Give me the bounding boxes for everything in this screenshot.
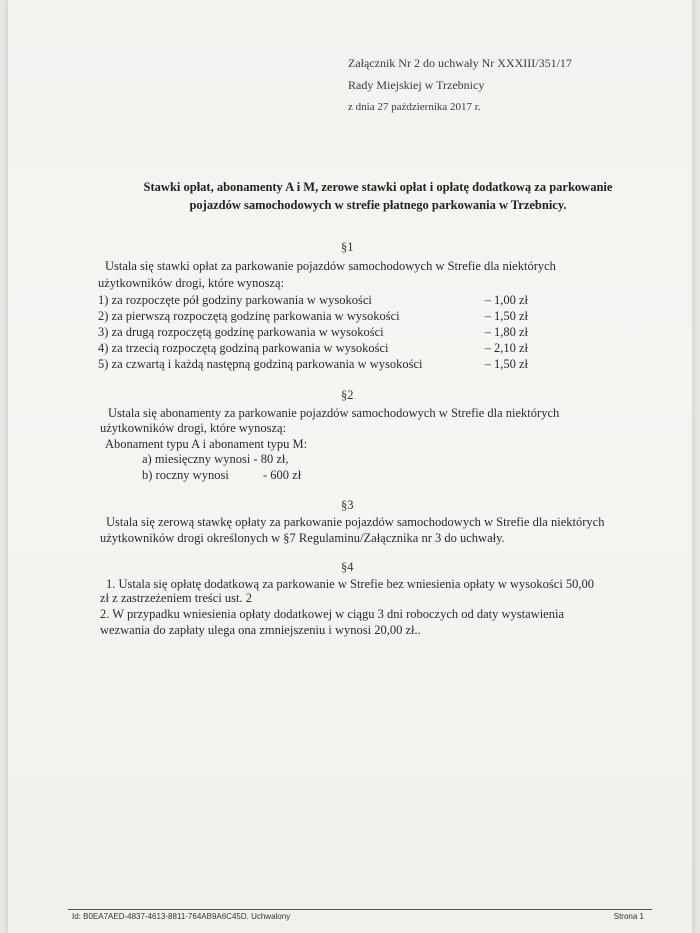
section-4-p2-line-2: wezwania do zapłaty ulega ona zmniejszeniu i wynosi 20,00 zł..: [100, 623, 421, 637]
rate-label: 3) za drugą rozpoczętą godzinę parkowania w wysokości: [98, 325, 384, 339]
rate-label: 2) za pierwszą rozpoczętą godzinę parkowania w wysokości: [98, 309, 400, 323]
rate-value: – 1,80 zł: [484, 325, 528, 339]
document-id: Id: B0EA7AED-4837-4613-8811-764AB9A6C45D. Uchwalony: [72, 912, 291, 921]
rate-label: 4) za trzecią rozpoczętą godziną parkowania w wysokości: [98, 341, 389, 355]
section-2-item-b-value: - 600 zł: [263, 468, 302, 482]
title-line-1: Stawki opłat, abonamenty A i M, zerowe stawki opłat i opłatę dodatkową za parkowanie: [143, 180, 613, 194]
section-2-subheading: Abonament typu A i abonament typu M:: [105, 437, 308, 451]
rate-value: – 1,50 zł: [484, 309, 528, 323]
rate-value: – 1,00 zł: [484, 293, 528, 307]
header-line-2: Rady Miejskiej w Trzebnicy: [348, 78, 485, 92]
section-4-heading: §4: [341, 560, 354, 574]
footer-divider: [68, 909, 652, 910]
header-line-3: z dnia 27 października 2017 r.: [348, 101, 481, 113]
document-title: [78, 178, 678, 214]
title-line-2: pojazdów samochodowych w strefie płatnego parkowania w Trzebnicy.: [189, 198, 567, 212]
section-4-p2-line-1: 2. W przypadku wniesienia opłaty dodatkowej w ciągu 3 dni roboczych od daty wystawienia: [100, 607, 565, 621]
section-3-line-2: użytkowników drogi określonych w §7 Regulaminu/Załącznika nr 3 do uchwały.: [100, 531, 505, 545]
rate-value: – 1,50 zł: [484, 357, 528, 371]
rate-label: 5) za czwartą i każdą następną godziną parkowania w wysokości: [98, 357, 423, 371]
section-2-intro-2: użytkowników drogi, które wynoszą:: [100, 421, 287, 435]
section-2-heading: §2: [341, 388, 354, 402]
section-1-intro-1: Ustala się stawki opłat za parkowanie pojazdów samochodowych w Strefie dla niektórych: [105, 259, 556, 273]
section-1-intro-2: użytkowników drogi, które wynoszą:: [98, 276, 285, 290]
section-2-intro-1: Ustala się abonamenty za parkowanie pojazdów samochodowych w Strefie dla niektórych: [108, 406, 560, 420]
section-4-p1-line-2: zł z zastrzeżeniem treści ust. 2: [100, 591, 253, 605]
document-page: [8, 0, 692, 933]
section-2-item-b-label: b) roczny wynosi: [142, 468, 229, 482]
section-2-item-a: a) miesięczny wynosi - 80 zł,: [142, 452, 289, 466]
attachment-header: [348, 52, 572, 118]
section-3-line-1: Ustala się zerową stawkę opłaty za parkowanie pojazdów samochodowych w Strefie dla niektórych: [106, 515, 605, 529]
page-number: Strona 1: [613, 912, 644, 921]
section-4-p1-line-1: 1. Ustala się opłatę dodatkową za parkowanie w Strefie bez wniesienia opłaty w wysokości 50,00: [106, 577, 595, 591]
rate-value: – 2,10 zł: [484, 341, 528, 355]
header-line-1: Załącznik Nr 2 do uchwały Nr XXXIII/351/17: [348, 56, 572, 70]
section-1-heading: §1: [341, 240, 354, 254]
section-3-heading: §3: [341, 498, 354, 512]
rate-label: 1) za rozpoczęte pół godziny parkowania w wysokości: [98, 293, 372, 307]
